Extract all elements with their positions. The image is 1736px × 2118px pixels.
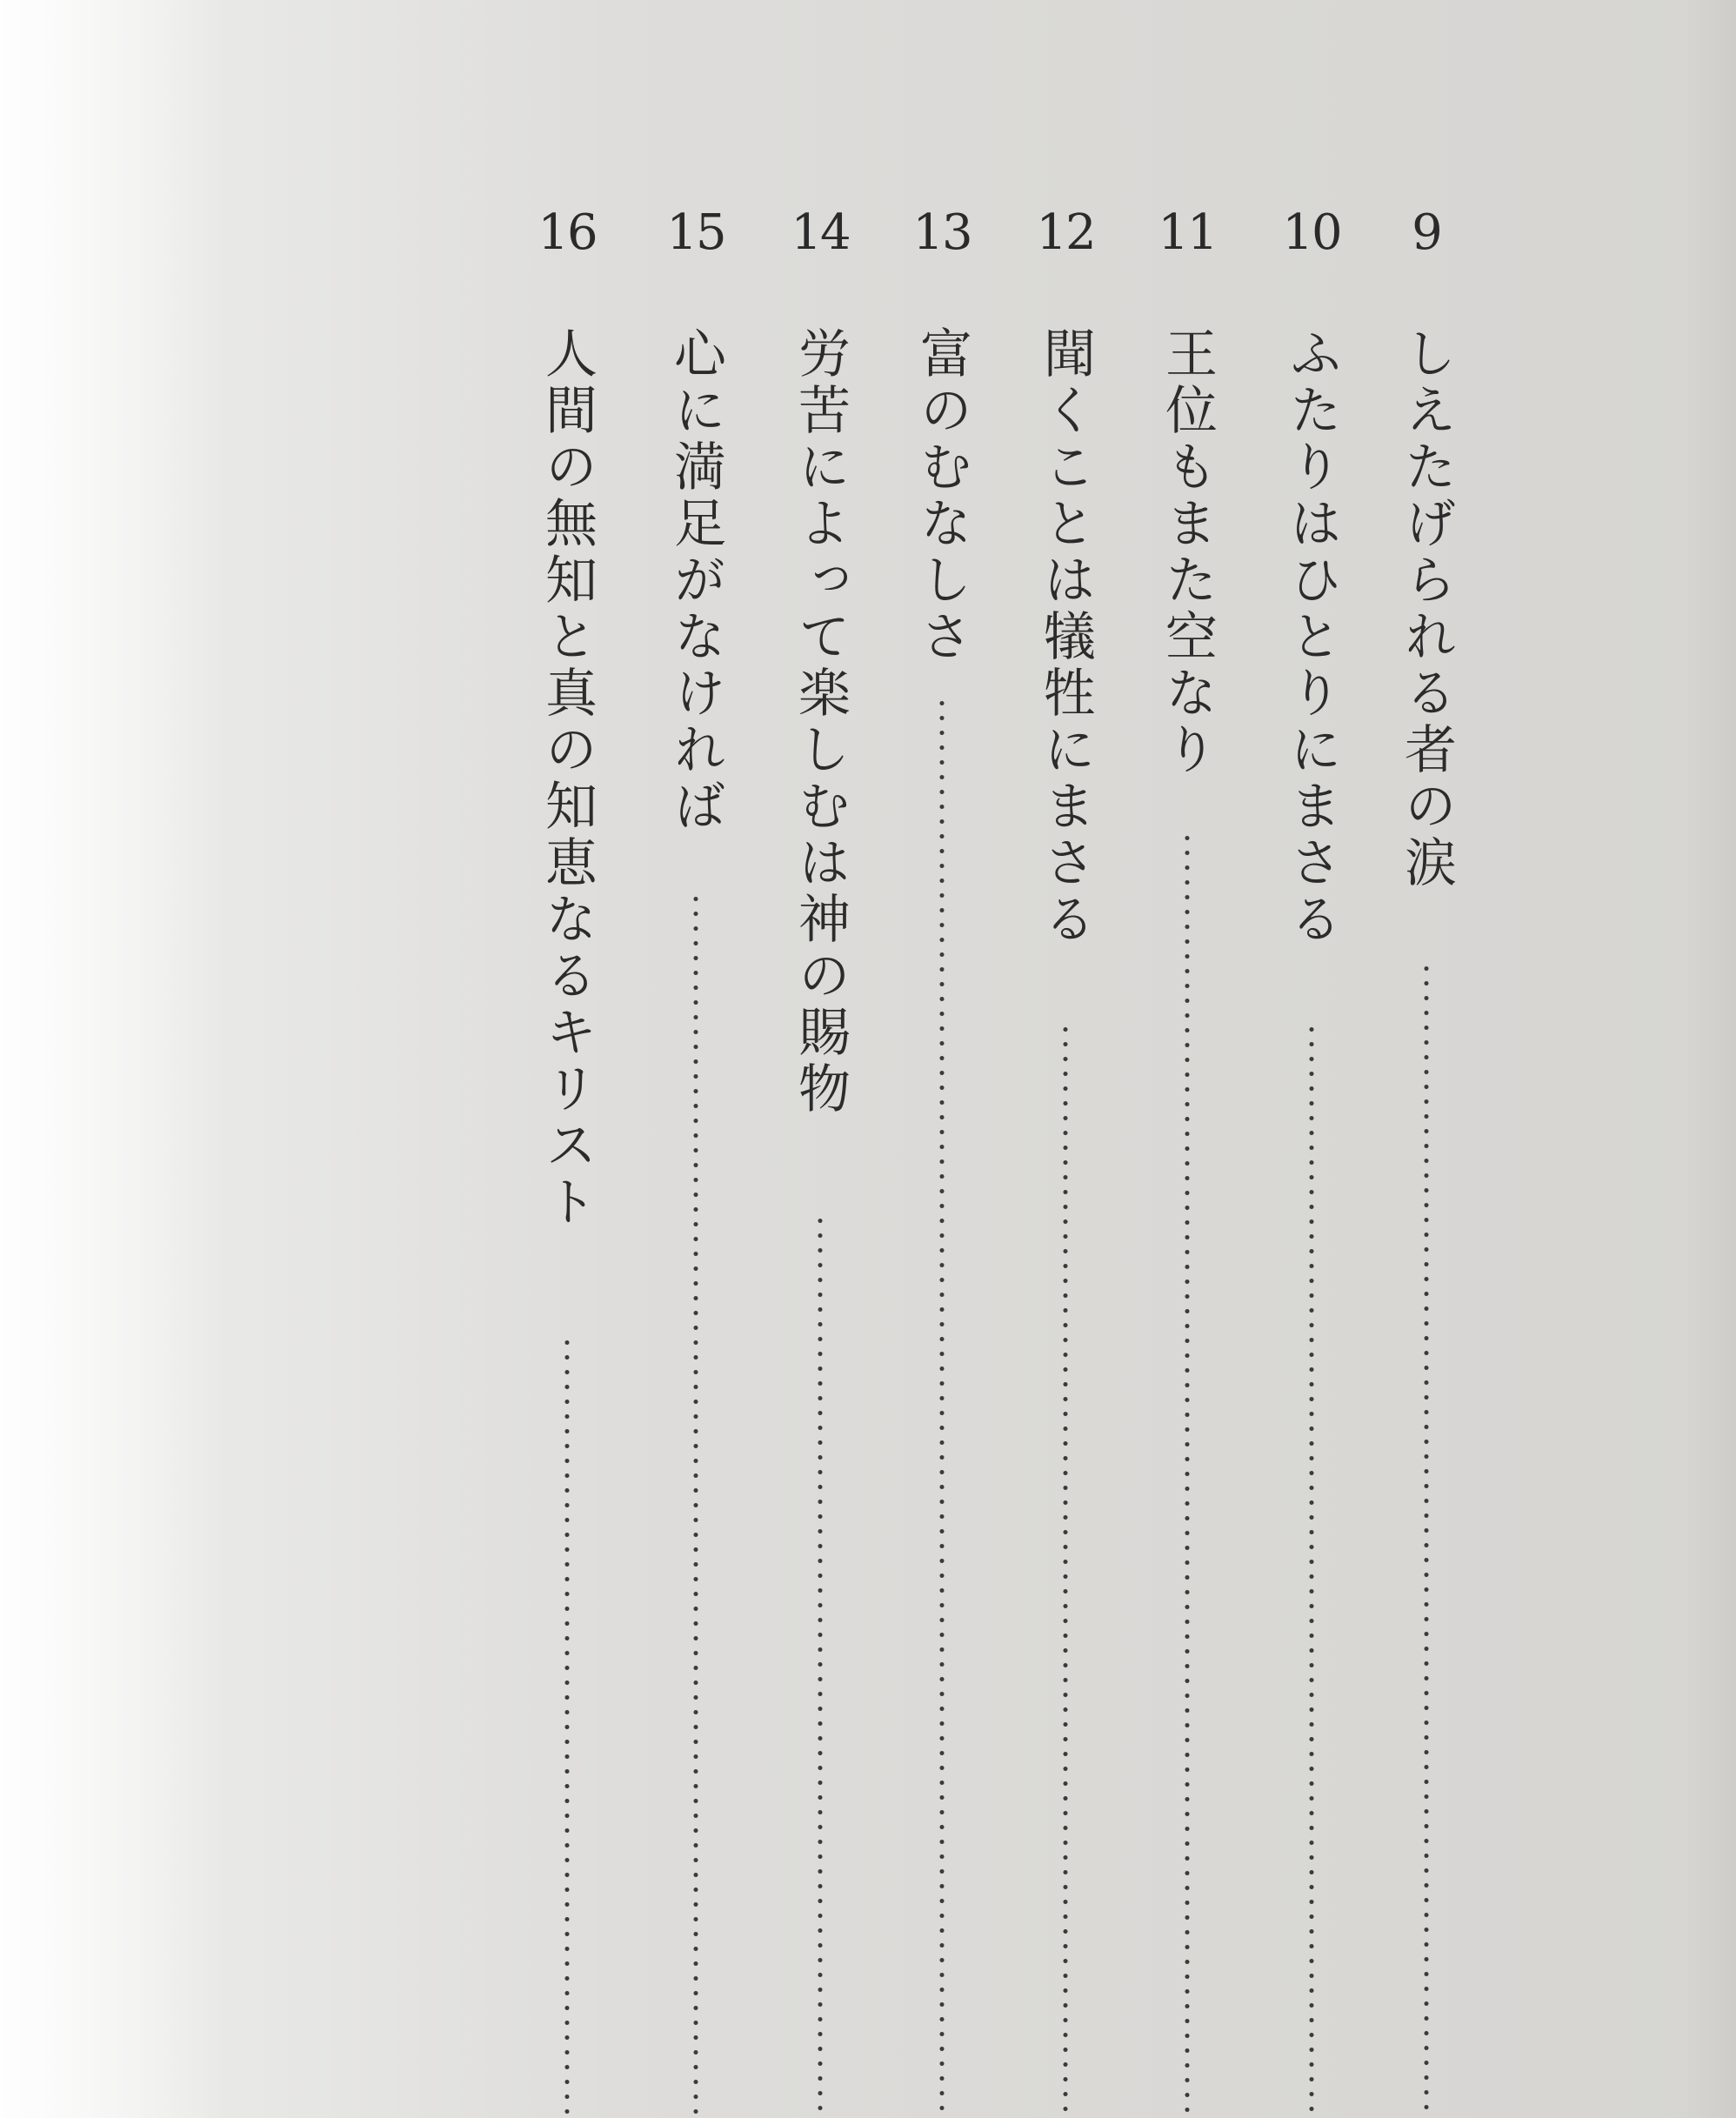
dot-leader — [939, 696, 945, 2118]
toc-entry-10 — [1277, 0, 1346, 2118]
chapter-number: 11 — [1158, 204, 1217, 261]
chapter-number: 10 — [1282, 204, 1341, 261]
chapter-title: 富のむなしさ — [911, 326, 972, 665]
chapter-number: 13 — [912, 204, 971, 261]
toc-entry-9 — [1392, 0, 1461, 2118]
chapter-number: 12 — [1036, 204, 1095, 261]
toc-entry-11 — [1152, 0, 1222, 2118]
chapter-title: しえたげられる者の涙 — [1396, 326, 1457, 892]
page-gutter-shading — [0, 0, 226, 2118]
chapter-title: 王位もまた空なり — [1157, 326, 1218, 778]
dot-leader — [564, 1335, 570, 2118]
toc-entry-12 — [1031, 0, 1100, 2118]
dot-leader — [1424, 961, 1429, 2118]
chapter-number: 16 — [537, 204, 597, 261]
dot-leader — [1063, 1022, 1068, 2118]
toc-entry-16 — [532, 0, 602, 2118]
chapter-title: 聞くことは犠牲にまさる — [1035, 326, 1096, 948]
chapter-title: 人間の無知と真の知恵なるキリスト — [537, 326, 598, 1231]
dot-leader — [1185, 831, 1190, 2118]
page-edge-shading — [1684, 0, 1736, 2118]
chapter-title: 心に満足がなければ — [665, 326, 726, 835]
dot-leader — [1309, 1022, 1314, 2118]
chapter-title: 労苦によって楽しむは神の賜物 — [790, 326, 851, 1118]
toc-entry-13 — [907, 0, 977, 2118]
chapter-number: 15 — [666, 204, 725, 261]
chapter-number: 9 — [1412, 204, 1441, 261]
toc-entry-14 — [785, 0, 855, 2118]
toc-entry-15 — [661, 0, 731, 2118]
chapter-number: 14 — [791, 204, 850, 261]
chapter-title: ふたりはひとりにまさる — [1281, 326, 1342, 948]
dot-leader — [693, 892, 698, 2118]
dot-leader — [818, 1213, 823, 2118]
